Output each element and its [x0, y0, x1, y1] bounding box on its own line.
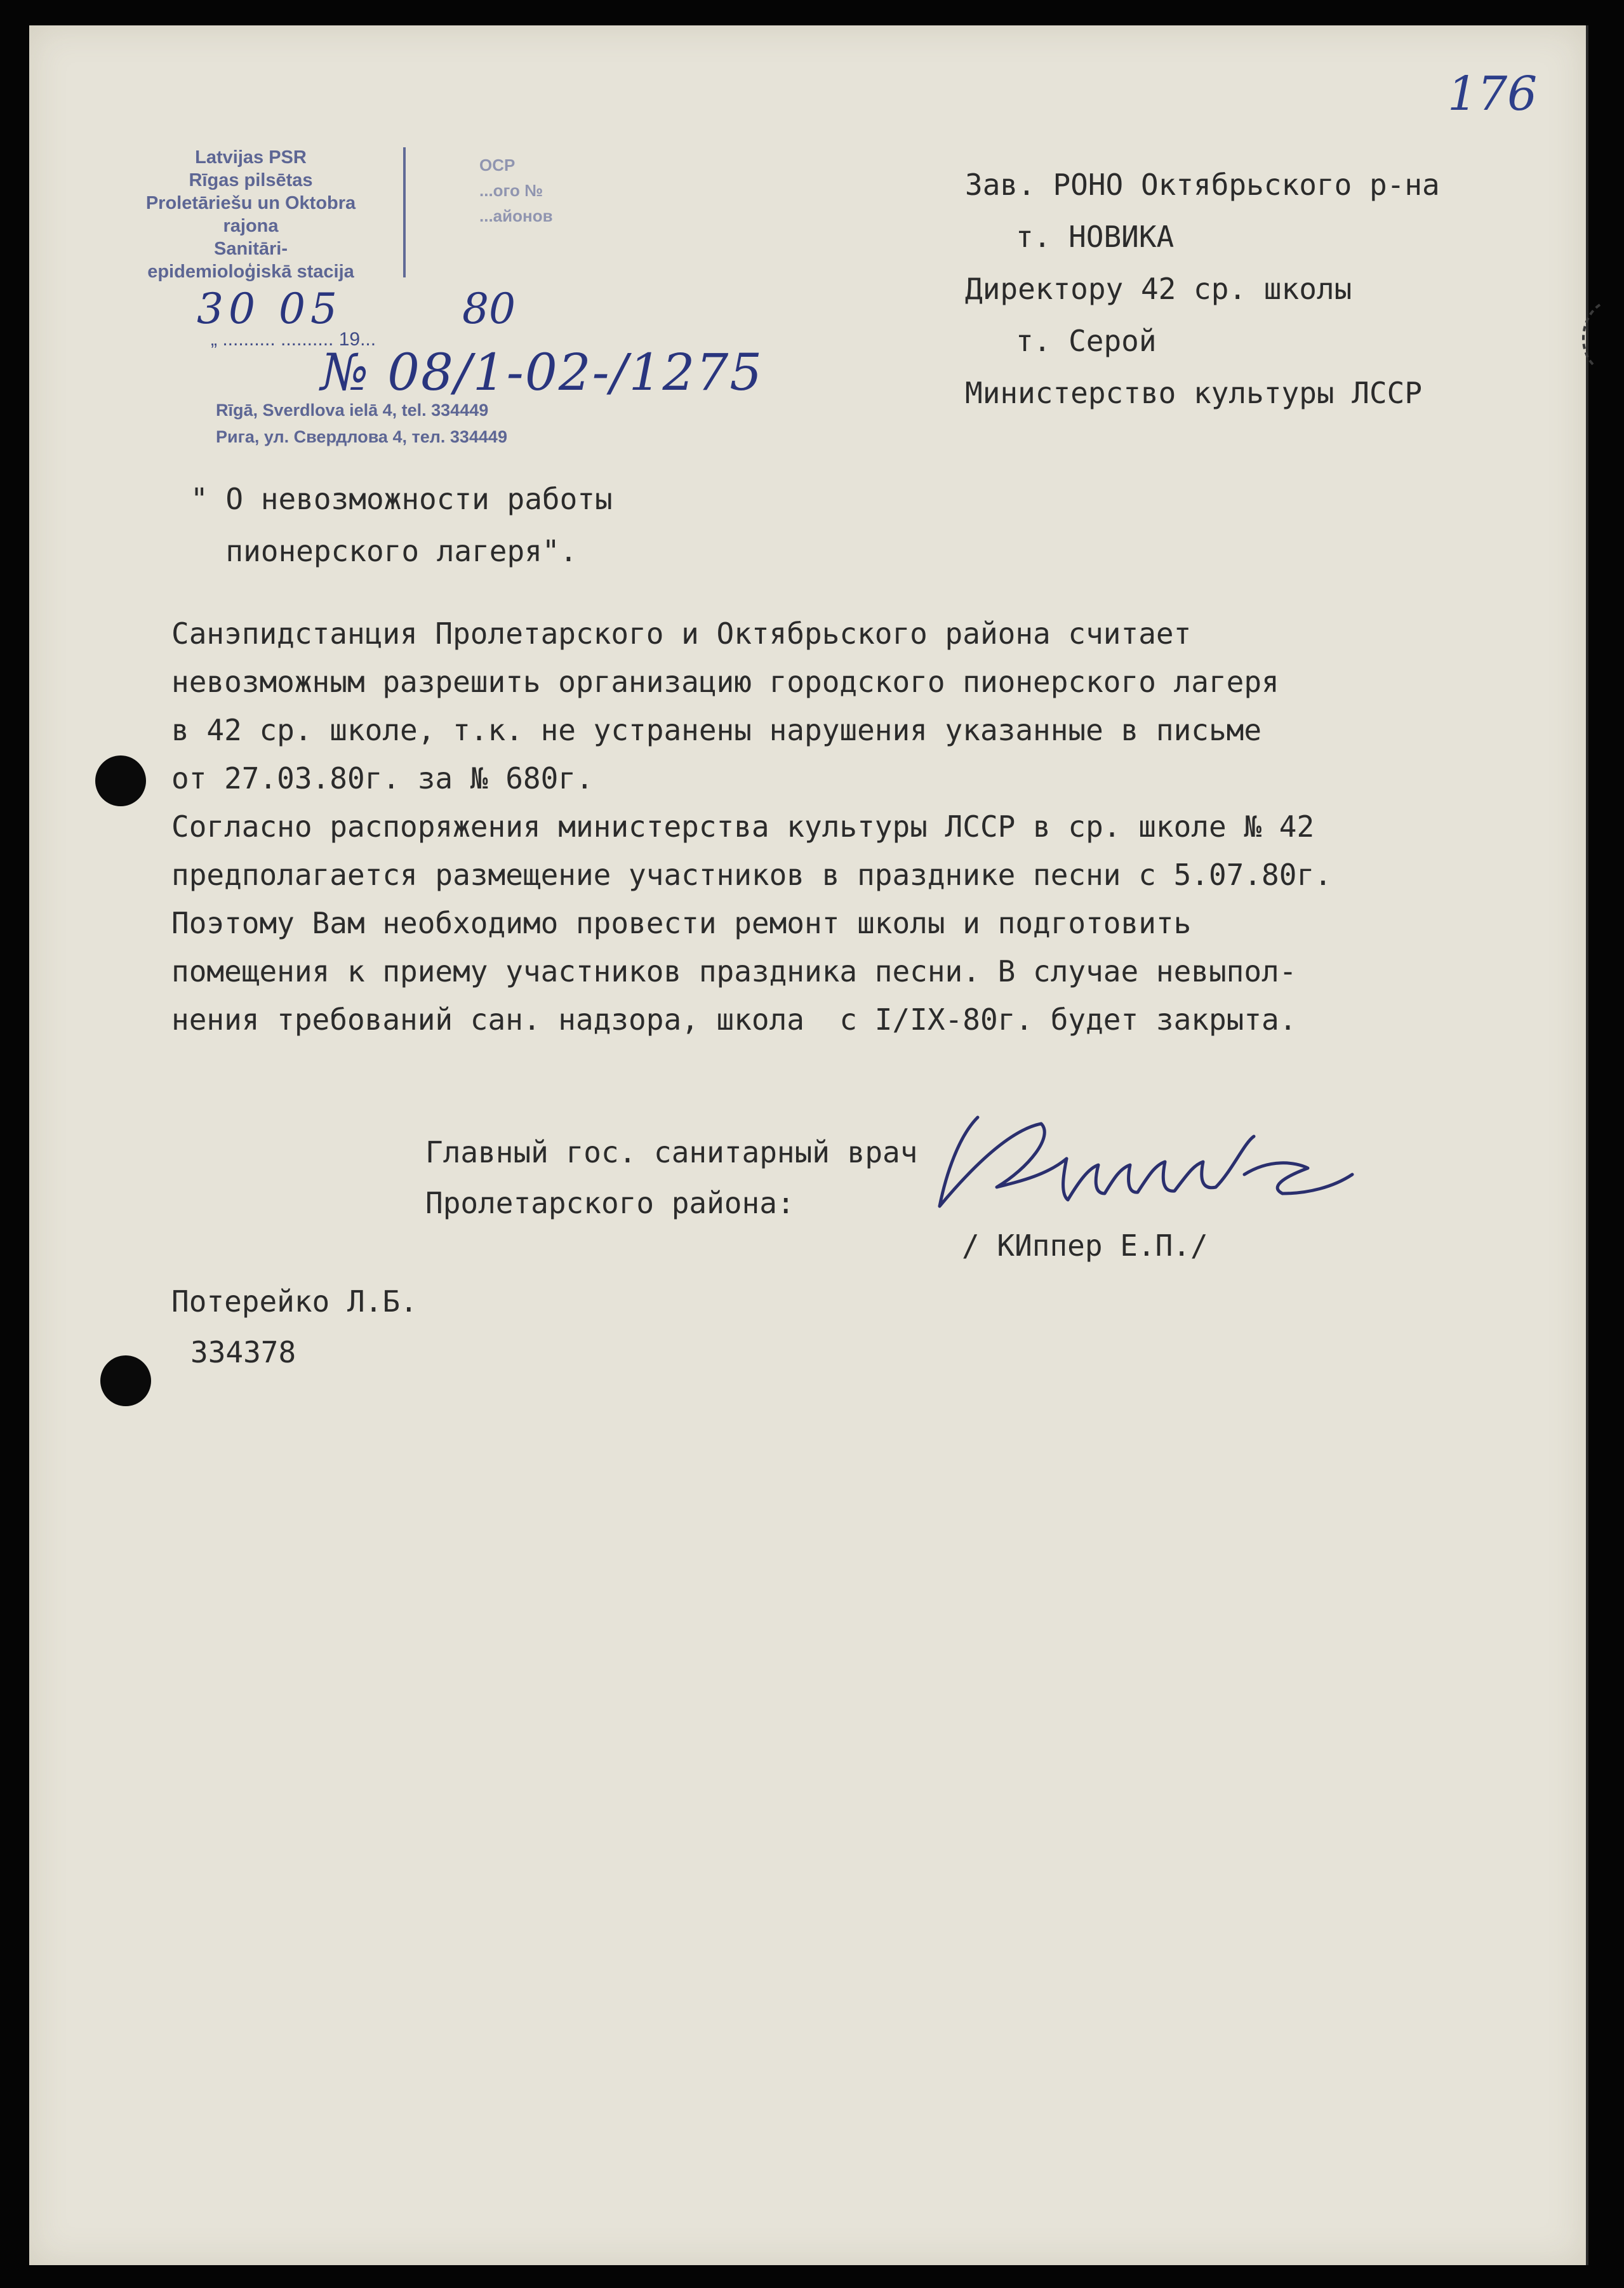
stamp-address-line: Рига, ул. Свердлова 4, тел. 334449 — [216, 427, 507, 446]
executor-name: Потерейко Л.Б. — [171, 1284, 418, 1319]
body-line: Согласно распоряжения министерства культуры ЛССР в ср. школе № 42 — [171, 809, 1315, 844]
edge-mark — [1568, 298, 1606, 375]
recipient-line: т. Серой — [1016, 324, 1157, 358]
letter-subject — [190, 473, 613, 577]
body-line: помещения к приему участников праздника песни. В случае невыпол- — [171, 954, 1297, 988]
handwritten-date: 30 05 — [197, 284, 342, 333]
stamp-address — [216, 397, 507, 450]
stamp-latvian-header — [124, 146, 378, 283]
stamp-line: Proletāriešu un Oktobra — [145, 193, 356, 213]
stamp-address-line: Rīgā, Sverdlova ielā 4, tel. 334449 — [216, 401, 489, 420]
subject-line: пионерского лагеря". — [190, 534, 578, 568]
body-line: Санэпидстанция Пролетарского и Октябрьского района считает — [171, 616, 1192, 651]
recipient-line: т. НОВИКА — [1016, 220, 1175, 254]
recipient-line: Министерство культуры ЛССР — [965, 376, 1423, 410]
stamp-russian-header — [479, 152, 682, 229]
signatory-title-line: Пролетарского района: — [425, 1186, 795, 1220]
signatory-name: / КИппер Е.П./ — [962, 1228, 1208, 1263]
signatory-title — [425, 1127, 917, 1228]
punch-hole-upper — [95, 755, 146, 806]
stamp-line: ...ого № — [479, 181, 543, 200]
handwritten-reference-number: № 08/1-02-/1275 — [321, 343, 764, 402]
punch-hole-lower — [100, 1355, 151, 1406]
archive-page-number: 176 — [1448, 67, 1538, 121]
subject-line: " О невозможности работы — [190, 482, 613, 516]
executor-phone: 334378 — [190, 1335, 296, 1369]
body-line: в 42 ср. школе, т.к. не устранены нарушения указанные в письме — [171, 713, 1262, 747]
executor-block — [171, 1276, 418, 1378]
stamp-line: Rīgas pilsētas — [189, 170, 313, 190]
stamp-line: rajona — [223, 216, 279, 236]
signatory-title-line: Главный гос. санитарный врач — [425, 1135, 918, 1169]
stamp-line: Sanitāri- — [213, 239, 288, 259]
letter-body — [171, 609, 1332, 1044]
stamp-date-dots: „ .......... .......... 19... — [211, 329, 376, 350]
body-line: предполагается размещение участников в празднике песни с 5.07.80г. — [171, 858, 1332, 892]
stamp-line: epidemioloģiskā stacija — [147, 262, 354, 282]
stamp-line: ОСР — [479, 156, 516, 175]
body-line: Поэтому Вам необходимо провести ремонт школы и подготовить — [171, 906, 1192, 940]
stamp-line: Latvijas PSR — [195, 147, 307, 168]
recipients-block — [965, 159, 1440, 419]
recipient-line: Зав. РОНО Октябрьского р-на — [965, 168, 1440, 202]
recipient-line: Директору 42 ср. школы — [965, 272, 1352, 306]
body-line: невозможным разрешить организацию городского пионерского лагеря — [171, 665, 1279, 699]
stamp-divider — [403, 147, 406, 277]
body-line: от 27.03.80г. за № 680г. — [171, 761, 594, 795]
stamp-line: ...айонов — [479, 206, 553, 225]
body-line: нения требований сан. надзора, школа с I/IX-80г. будет закрыта. — [171, 1002, 1297, 1037]
handwritten-year: 80 — [462, 284, 516, 333]
